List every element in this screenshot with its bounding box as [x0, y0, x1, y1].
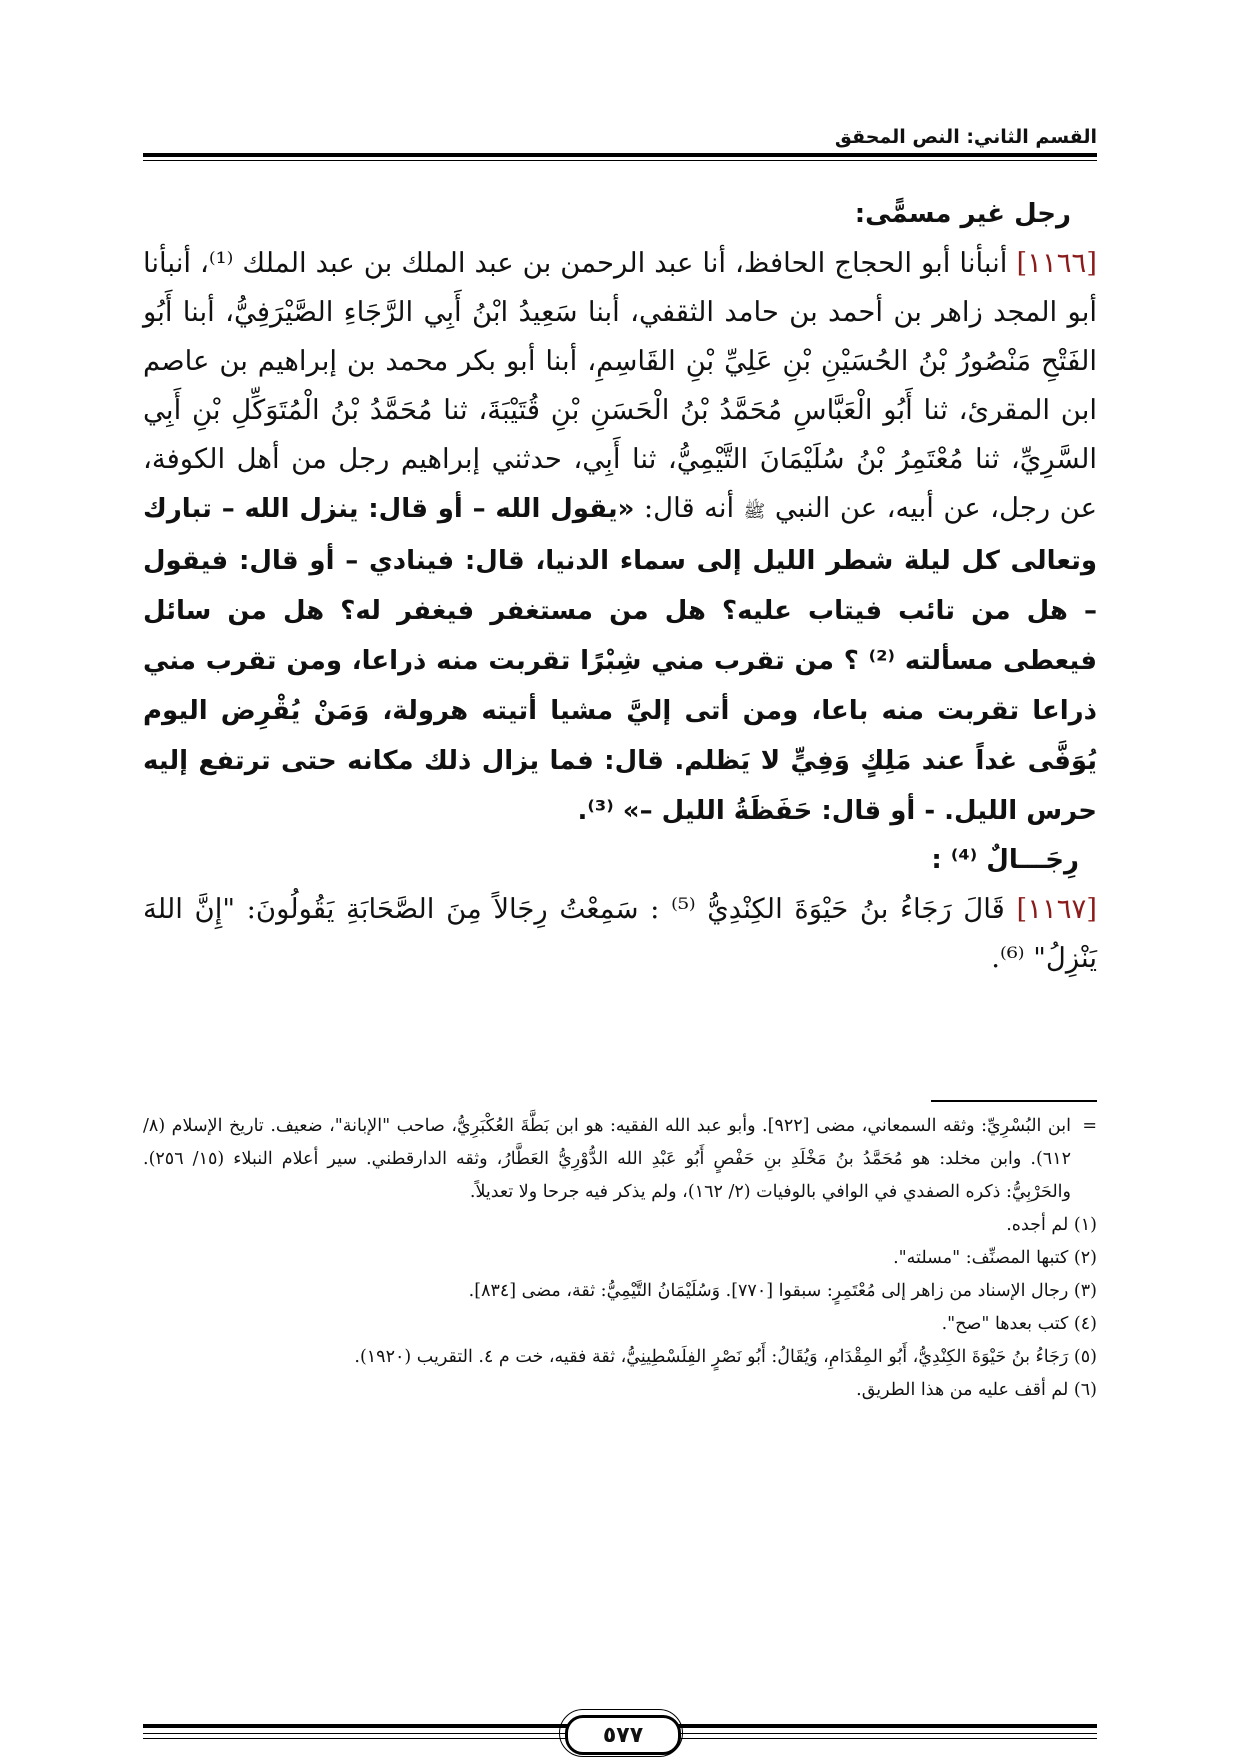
- isnad-text-end: أنه قال:: [634, 492, 744, 524]
- footnote-continuation: [143, 1110, 1097, 1209]
- hadith-text: «يقول الله – أو قال: ينزل الله – تبارك وتعالى كل ليلة شطر الليل إلى سماء الدنيا، قال: فينادي – أو قال: فيقول – هل من تائب فيتاب عليه؟ هل من مستغفر فيغفر له؟ هل من سائل فيعطى مسألته ⁽²⁾ ؟ من تقرب مني شِبْرًا تقربت منه ذراعا، ومن تقرب مني ذراعا تقربت منه باعا، ومن أتى إليَّ مشيا أتيته هرولة، وَمَنْ يُقْرِض اليوم يُوَفَّى غداً عند مَلِكٍ وَفِيٍّ لا يَظلم. قال: فما يزال ذلك مكانه حتى ترتفع إليه حرس الليل. - أو قال: حَفَظَةُ الليل –» ⁽³⁾.: [143, 494, 1097, 826]
- footnote-6: (٦) لم أقف عليه من هذا الطريق.: [856, 1380, 1097, 1400]
- running-title: القسم الثاني: النص المحقق: [834, 126, 1097, 148]
- footnotes: [143, 1110, 1097, 1407]
- isnad-text: أنبأنا أبو الحجاج الحافظ، أنا عبد الرحمن بن عبد الملك بن عبد الملك ⁽¹⁾، أنبأنا أبو المجد زاهر بن أحمد بن حامد الثقفي، أبنا سَعِيدُ ابْنُ أَبِي الرَّجَاءِ الصَّيْرَفِيُّ، أبنا أَبُو الفَتْحِ مَنْصُورُ بْنُ الحُسَيْنِ بْنِ عَلِيِّ بْنِ القَاسِمِ، أبنا أبو بكر محمد بن إبراهيم بن عاصم ابن المقرئ، ثنا أَبُو الْعَبَّاسِ مُحَمَّدُ بْنُ الْحَسَنِ بْنِ قُتَيْبَةَ، ثنا مُحَمَّدُ بْنُ الْمُتَوَكِّلِ بْنِ أَبِي السَّرِيِّ، ثنا مُعْتَمِرُ بْنُ سُلَيْمَانَ التَّيْمِيُّ، ثنا أَبِي، حدثني إبراهيم رجل من أهل الكوفة، عن رجل، عن أبيه، عن النبي: [143, 247, 1097, 524]
- section-heading-1: رجل غير مسمًّى:: [854, 199, 1071, 229]
- footnote-continuation-text: ابن البُسْرِيِّ: وثقه السمعاني، مضى [٩٢٢]. وأبو عبد الله الفقيه: هو ابن بَطَّةَ العُكْبَرِيُّ، صاحب "الإبانة"، ضعيف. تاريخ الإسلام (٨/ ٦١٢). وابن مخلد: هو مُحَمَّدُ بنُ مَخْلَدِ بنِ حَفْصٍ أَبُو عَبْدِ الله الدُّوْرِيُّ العَطَّارُ، وثقه الدارقطني. سير أعلام النبلاء (١٥/ ٢٥٦). والحَرْبِيُّ: ذكره الصفدي في الوافي بالوفيات (٢/ ١٦٢)، ولم يذكر فيه جرحا ولا تعديلاً.: [143, 1116, 1071, 1202]
- salutation-glyph: ﷺ: [743, 501, 766, 522]
- header-rule-thick: [143, 153, 1097, 157]
- footnote-3: (٣) رجال الإسناد من زاهر إلى مُعْتَمِرٍ: سبقوا [٧٧٠]. وَسُلَيْمَانُ التَّيْمِيُّ: ثقة، مضى [٨٣٤].: [468, 1281, 1097, 1301]
- footnote-5: (٥) رَجَاءُ بنُ حَيْوَةَ الكِنْدِيُّ، أَبُو المِقْدَامِ، وَيُقَالُ: أَبُو نَصْرٍ الفِلَسْطِينِيُّ، ثقة فقيه، خت م ٤. التقريب (١٩٢٠).: [354, 1347, 1097, 1367]
- paragraph-1167: [143, 885, 1097, 983]
- main-text: [143, 190, 1097, 983]
- paragraph-1166: [143, 239, 1097, 836]
- section-heading-2: رِجَـــالٌ ⁽⁴⁾ :: [931, 845, 1079, 875]
- footnote-separator: [931, 1100, 1097, 1102]
- footnote-2: (٢) كتبها المصنِّف: "مسلته".: [893, 1248, 1097, 1268]
- footnote-1: (١) لم أجده.: [1006, 1215, 1097, 1235]
- athar-text: قَالَ رَجَاءُ بنُ حَيْوَةَ الكِنْدِيُّ ⁽⁵⁾ : سَمِعْتُ رِجَالاً مِنَ الصَّحَابَةِ يَقُولُونَ: "إِنَّ اللهَ يَنْزِلُ" ⁽⁶⁾.: [143, 893, 1097, 974]
- entry-number: [١١٦٧]: [1016, 893, 1098, 925]
- header-rule-thin: [143, 160, 1097, 161]
- continuation-mark: =: [1082, 1116, 1097, 1136]
- entry-number: [١١٦٦]: [1016, 247, 1097, 279]
- footnote-4: (٤) كتب بعدها "صح".: [941, 1314, 1097, 1334]
- page-number: ٥٧٧: [565, 1715, 681, 1755]
